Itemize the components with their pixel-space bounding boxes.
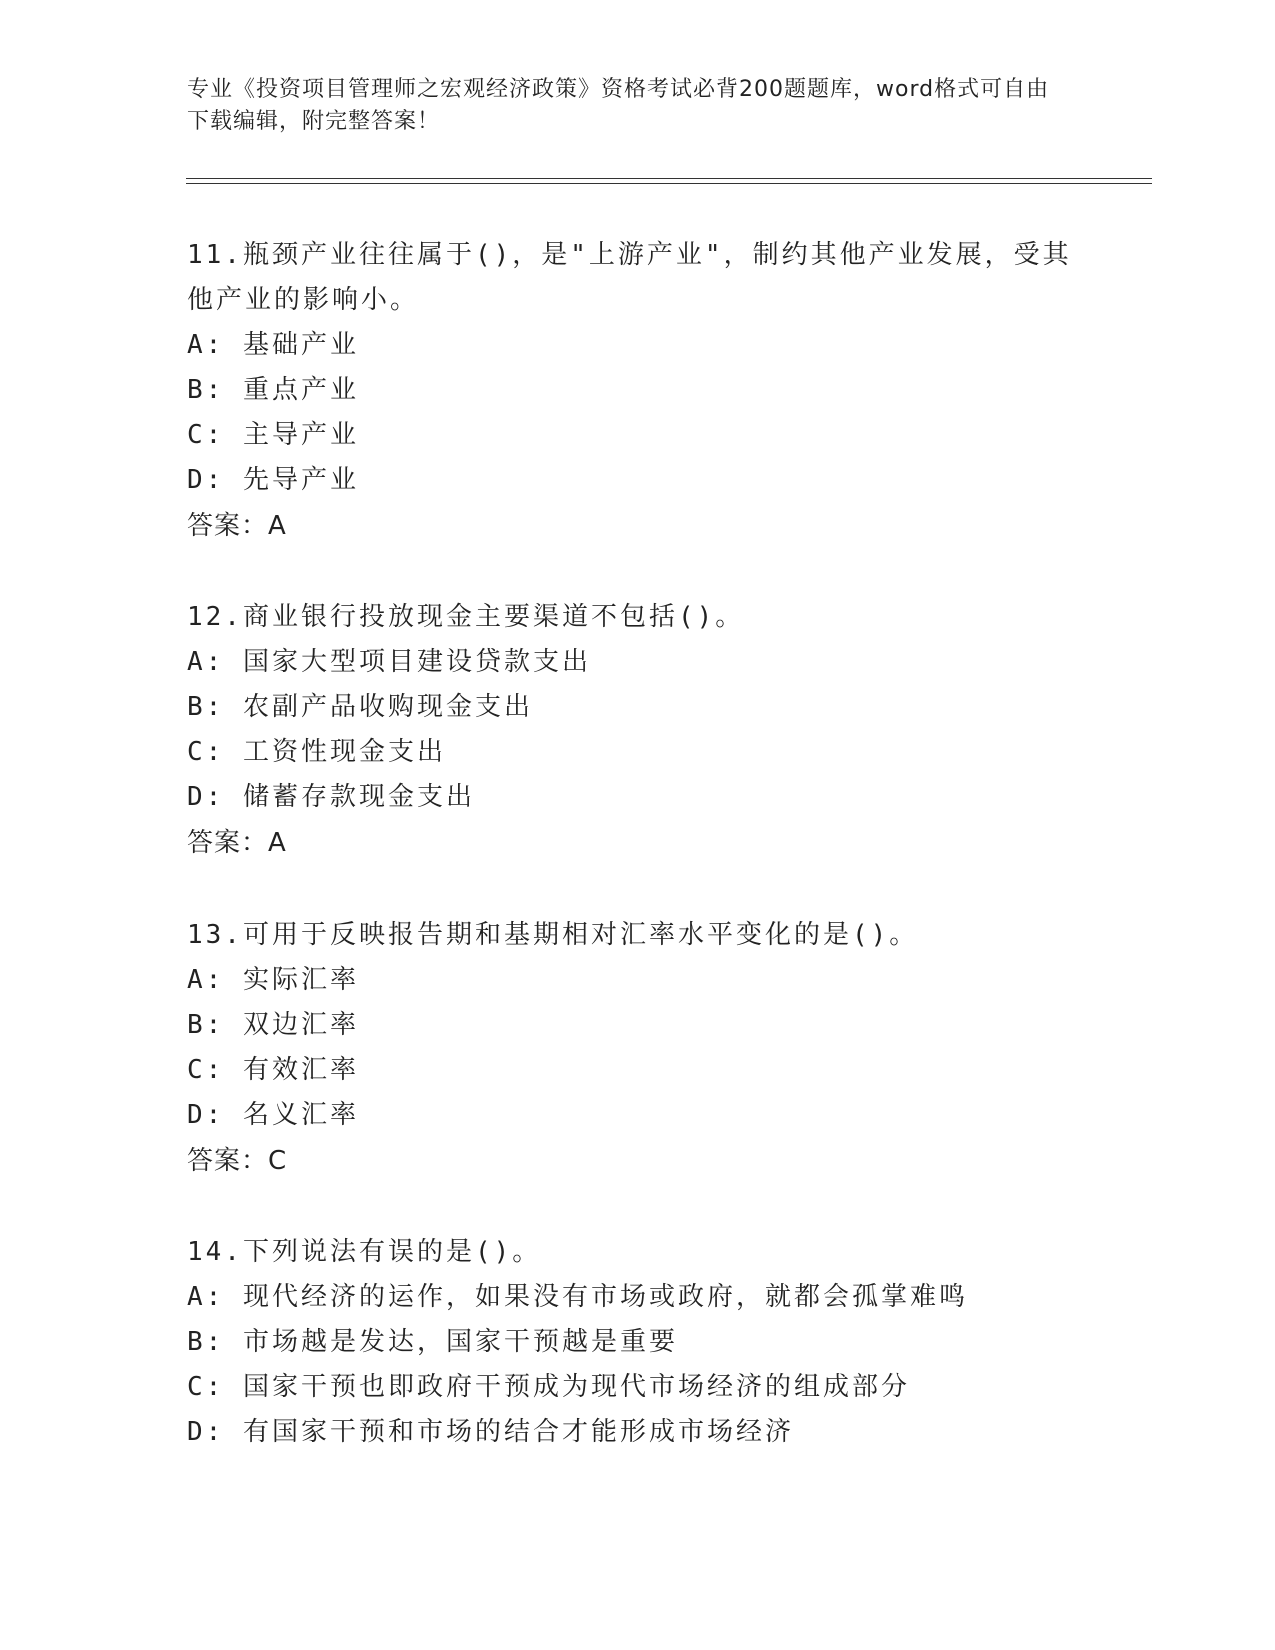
answer: 答案：C <box>187 1146 288 1176</box>
option-c: C: 主导产业 <box>187 420 359 450</box>
option-b: B: 市场越是发达，国家干预越是重要 <box>187 1327 678 1357</box>
header-divider-top <box>186 178 1152 179</box>
question-stem: 11.瓶颈产业往往属于()，是"上游产业"，制约其他产业发展，受其他产业的影响小。 <box>187 240 1072 315</box>
option-c: C: 国家干预也即政府干预成为现代市场经济的组成部分 <box>187 1372 910 1402</box>
question-stem: 12.商业银行投放现金主要渠道不包括()。 <box>187 602 745 632</box>
question-11 <box>187 233 1087 549</box>
answer: 答案：A <box>187 828 287 858</box>
question-stem: 14.下列说法有误的是()。 <box>187 1237 542 1267</box>
option-b: B: 重点产业 <box>187 375 359 405</box>
document-header: 专业《投资项目管理师之宏观经济政策》资格考试必背200题题库，word格式可自由下载编辑，附完整答案！ <box>187 77 1050 134</box>
header-divider-bottom <box>186 183 1152 184</box>
option-a: A: 基础产业 <box>187 330 359 360</box>
question-14 <box>187 1230 1087 1455</box>
option-d: D: 名义汇率 <box>187 1100 359 1130</box>
option-d: D: 储蓄存款现金支出 <box>187 782 475 812</box>
question-13 <box>187 913 1087 1184</box>
option-d: D: 有国家干预和市场的结合才能形成市场经济 <box>187 1417 794 1447</box>
option-d: D: 先导产业 <box>187 465 359 495</box>
question-12 <box>187 595 1087 866</box>
option-b: B: 农副产品收购现金支出 <box>187 692 533 722</box>
question-stem: 13.可用于反映报告期和基期相对汇率水平变化的是()。 <box>187 920 919 950</box>
option-a: A: 实际汇率 <box>187 965 359 995</box>
option-c: C: 工资性现金支出 <box>187 737 446 767</box>
option-a: A: 现代经济的运作，如果没有市场或政府，就都会孤掌难鸣 <box>187 1282 968 1312</box>
option-b: B: 双边汇率 <box>187 1010 359 1040</box>
option-c: C: 有效汇率 <box>187 1055 359 1085</box>
option-a: A: 国家大型项目建设贷款支出 <box>187 647 591 677</box>
answer: 答案：A <box>187 511 287 541</box>
